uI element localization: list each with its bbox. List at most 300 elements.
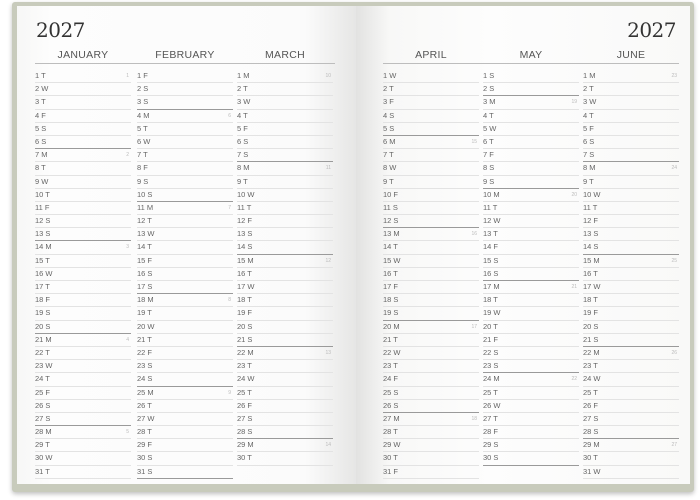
day-label: 1 T [35,71,46,80]
day-label: 9 T [237,176,248,186]
day-row[interactable] [583,228,679,241]
day-row[interactable] [35,162,131,175]
day-row[interactable] [35,110,131,123]
day-row[interactable] [483,360,579,373]
day-label: 3 F [383,97,394,107]
day-label: 1 M [583,71,596,80]
day-label: 19 S [35,308,51,318]
day-row[interactable] [35,307,131,320]
day-row[interactable] [383,255,479,268]
day-label: 16 W [35,268,53,278]
day-label: 18 T [237,295,252,305]
day-row[interactable] [137,176,233,189]
day-row[interactable] [237,452,333,465]
day-row[interactable] [483,162,579,175]
day-label: 11 S [383,202,398,212]
day-row[interactable] [583,452,679,465]
week-number: 19 [571,99,577,106]
day-row[interactable] [35,136,131,149]
day-row[interactable] [583,373,679,386]
day-row[interactable] [35,452,131,465]
month-name: JUNE [616,49,646,61]
day-row[interactable] [35,189,131,202]
day-row[interactable] [35,294,131,307]
day-label: 3 M [483,97,496,107]
day-row[interactable] [237,294,333,307]
day-row[interactable] [137,123,233,136]
day-label: 20 T [483,321,498,331]
week-number: 25 [671,257,677,264]
day-row[interactable] [583,413,679,426]
day-row[interactable] [383,466,479,479]
day-label: 13 S [583,229,599,239]
day-row[interactable] [137,347,233,360]
week-number: 24 [671,165,677,172]
day-row[interactable] [35,426,131,439]
day-row[interactable] [383,268,479,281]
day-row[interactable] [237,321,333,334]
day-row[interactable] [237,439,333,452]
year-heading: 2027 [36,18,85,42]
day-row[interactable] [583,400,679,413]
day-row[interactable] [483,110,579,123]
day-label: 6 T [483,136,494,146]
day-row[interactable] [237,215,333,228]
day-row[interactable] [137,110,233,123]
day-row[interactable] [237,347,333,360]
day-label: 1 S [483,71,495,80]
day-label: 29 T [35,440,50,450]
day-label: 1 M [237,71,250,80]
day-row[interactable] [483,228,579,241]
day-row[interactable] [137,360,233,373]
day-row[interactable] [137,136,233,149]
left-page [17,6,356,484]
day-row[interactable] [483,96,579,109]
day-row[interactable] [237,255,333,268]
day-row[interactable] [483,373,579,386]
week-number: 23 [671,73,677,79]
day-label: 6 S [583,136,595,146]
day-label: 21 S [583,334,599,344]
day-label: 4 M [137,110,150,120]
day-row[interactable] [137,215,233,228]
day-label: 14 T [137,242,152,252]
day-label: 14 M [35,242,52,252]
day-row[interactable] [137,70,233,83]
day-label: 4 F [35,110,46,120]
day-row[interactable] [137,439,233,452]
day-label: 31 T [35,466,50,476]
day-row[interactable] [137,400,233,413]
day-row[interactable] [237,123,333,136]
day-row[interactable] [583,241,679,254]
day-label: 19 S [383,308,399,318]
day-row[interactable] [35,321,131,334]
day-row[interactable] [483,347,579,360]
day-row[interactable] [237,373,333,386]
day-row[interactable] [483,439,579,452]
day-label: 10 W [237,189,255,199]
day-label: 30 S [137,453,153,463]
day-row[interactable] [383,176,479,189]
day-row[interactable] [35,70,131,83]
day-row[interactable] [583,189,679,202]
day-row[interactable] [483,307,579,320]
day-row[interactable] [583,268,679,281]
day-row[interactable] [483,452,579,465]
day-label: 20 S [583,321,599,331]
day-row[interactable] [383,123,479,136]
day-row[interactable] [137,202,233,215]
day-label: 18 M [137,295,154,305]
day-row[interactable] [237,176,333,189]
day-label: 13 W [137,229,155,239]
week-number: 20 [571,191,577,198]
day-label: 17 S [137,282,153,291]
month-column [383,49,479,479]
day-label: 23 T [237,361,252,371]
day-label: 12 F [583,216,599,226]
day-row[interactable] [483,268,579,281]
day-label: 20 S [35,321,51,331]
day-row[interactable] [583,387,679,400]
day-label: 11 T [483,202,498,212]
day-row[interactable] [383,70,479,83]
day-label: 16 S [483,268,499,278]
day-label: 11 T [583,202,598,212]
week-number: 13 [325,349,331,356]
week-number: 27 [671,442,677,449]
day-row[interactable] [583,110,679,123]
day-row[interactable] [137,96,233,109]
day-row[interactable] [237,426,333,439]
day-label: 22 W [383,347,401,357]
day-label: 5 S [383,123,395,133]
day-row[interactable] [35,268,131,281]
day-row[interactable] [383,400,479,413]
day-row[interactable] [237,162,333,175]
day-row[interactable] [35,360,131,373]
day-label: 26 S [383,400,399,410]
day-row[interactable] [35,281,131,294]
day-label: 15 M [583,255,600,265]
day-label: 15 M [237,255,254,265]
day-row[interactable] [237,149,333,162]
day-row[interactable] [383,387,479,400]
day-label: 2 W [35,84,49,94]
day-row[interactable] [483,123,579,136]
month-name: MARCH [265,49,305,61]
day-row[interactable] [137,452,233,465]
day-label: 27 W [137,413,155,423]
day-label: 13 S [237,229,253,239]
day-row[interactable] [383,307,479,320]
day-label: 9 S [483,176,495,186]
day-row[interactable] [137,426,233,439]
day-label: 6 S [237,136,249,146]
week-number: 12 [325,257,331,264]
day-row[interactable] [583,96,679,109]
day-row[interactable] [383,136,479,149]
day-row[interactable] [483,70,579,83]
day-label: 6 S [35,136,47,146]
day-row[interactable] [383,162,479,175]
day-row[interactable] [383,215,479,228]
day-label: 14 S [237,242,253,252]
day-row[interactable] [483,241,579,254]
day-row[interactable] [35,255,131,268]
day-label: 12 S [35,216,51,226]
day-label: 2 T [383,84,394,94]
day-row[interactable] [383,360,479,373]
month-column [483,49,579,466]
month-column [237,49,333,466]
day-row[interactable] [237,202,333,215]
day-row[interactable] [483,334,579,347]
day-label: 25 T [583,387,598,397]
day-row[interactable] [483,215,579,228]
day-row[interactable] [35,215,131,228]
day-row[interactable] [383,373,479,386]
day-row[interactable] [237,413,333,426]
day-row[interactable] [35,439,131,452]
day-row[interactable] [35,83,131,96]
day-row[interactable] [583,360,679,373]
day-row[interactable] [583,307,679,320]
day-row[interactable] [383,334,479,347]
day-row[interactable] [383,439,479,452]
day-row[interactable] [237,241,333,254]
day-row[interactable] [583,255,679,268]
day-label: 8 W [383,163,397,173]
day-label: 18 F [35,295,51,305]
day-row[interactable] [583,149,679,162]
day-label: 28 T [137,427,152,437]
day-row[interactable] [583,294,679,307]
day-row[interactable] [137,281,233,294]
day-label: 14 T [383,242,398,252]
day-row[interactable] [483,281,579,294]
day-label: 22 T [35,347,50,357]
day-label: 26 F [583,400,599,410]
day-row[interactable] [35,373,131,386]
day-row[interactable] [137,83,233,96]
day-row[interactable] [137,255,233,268]
day-row[interactable] [483,189,579,202]
day-row[interactable] [383,241,479,254]
day-row[interactable] [237,96,333,109]
day-row[interactable] [383,202,479,215]
day-row[interactable] [383,413,479,426]
day-label: 4 T [237,110,248,120]
day-row[interactable] [583,176,679,189]
day-row[interactable] [137,387,233,400]
day-label: 25 M [137,387,154,397]
day-row[interactable] [237,360,333,373]
day-label: 23 T [583,361,598,371]
day-row[interactable] [137,268,233,281]
day-label: 20 W [137,321,155,331]
day-row[interactable] [583,281,679,294]
day-label: 26 W [483,400,501,410]
day-row[interactable] [483,83,579,96]
day-row[interactable] [137,294,233,307]
day-row[interactable] [483,400,579,413]
day-row[interactable] [583,321,679,334]
day-row[interactable] [137,373,233,386]
day-label: 4 S [383,110,395,120]
day-row[interactable] [137,307,233,320]
day-row[interactable] [137,413,233,426]
day-row[interactable] [583,136,679,149]
day-label: 15 S [483,255,499,265]
day-row[interactable] [137,162,233,175]
day-label: 12 T [137,216,152,226]
week-number: 18 [471,415,477,422]
day-row[interactable] [383,426,479,439]
week-number: 17 [471,323,477,330]
day-row[interactable] [583,439,679,452]
day-row[interactable] [483,426,579,439]
day-label: 19 F [583,308,599,318]
day-row[interactable] [483,387,579,400]
day-row[interactable] [383,96,479,109]
day-label: 26 T [137,400,152,410]
day-row[interactable] [237,307,333,320]
day-label: 3 S [137,97,149,107]
week-number: 5 [126,429,129,436]
day-label: 31 F [383,466,399,476]
day-label: 23 S [137,361,153,371]
day-row[interactable] [237,334,333,347]
week-number: 4 [126,336,129,343]
day-label: 21 T [383,334,398,344]
day-label: 15 T [35,255,50,265]
day-row[interactable] [383,281,479,294]
day-row[interactable] [383,228,479,241]
day-row[interactable] [583,347,679,360]
day-row[interactable] [237,70,333,83]
day-row[interactable] [35,347,131,360]
day-label: 6 M [383,136,396,146]
day-label: 12 S [383,216,399,226]
day-row[interactable] [35,228,131,241]
day-label: 12 W [483,216,501,226]
day-row[interactable] [383,189,479,202]
day-row[interactable] [583,83,679,96]
day-row[interactable] [483,202,579,215]
day-row[interactable] [483,176,579,189]
day-row[interactable] [35,400,131,413]
day-label: 4 T [483,110,494,120]
day-label: 30 T [383,453,398,463]
day-row[interactable] [237,228,333,241]
day-row[interactable] [383,294,479,307]
month-name: FEBRUARY [155,49,215,61]
day-label: 13 S [35,229,51,239]
day-row[interactable] [583,215,679,228]
day-row[interactable] [237,400,333,413]
day-row[interactable] [35,413,131,426]
day-row[interactable] [237,110,333,123]
day-row[interactable] [35,96,131,109]
day-row[interactable] [383,149,479,162]
day-row[interactable] [35,241,131,254]
day-row[interactable] [137,149,233,162]
day-label: 3 W [237,97,251,107]
day-row[interactable] [583,162,679,175]
day-row[interactable] [483,255,579,268]
day-label: 18 T [483,295,498,305]
day-row[interactable] [137,321,233,334]
day-row[interactable] [137,334,233,347]
week-number: 21 [571,284,577,290]
day-row[interactable] [583,202,679,215]
day-row[interactable] [483,149,579,162]
day-label: 24 M [483,374,500,384]
day-row[interactable] [383,452,479,465]
day-row[interactable] [35,176,131,189]
day-row[interactable] [583,426,679,439]
day-label: 26 S [35,400,51,410]
day-row[interactable] [383,83,479,96]
day-label: 23 W [35,361,53,371]
day-row[interactable] [237,387,333,400]
day-row[interactable] [35,202,131,215]
day-label: 9 T [383,176,394,186]
day-row[interactable] [483,294,579,307]
day-row[interactable] [137,189,233,202]
day-label: 7 T [383,150,394,160]
day-row[interactable] [237,189,333,202]
day-row[interactable] [137,228,233,241]
day-row[interactable] [35,334,131,347]
day-row[interactable] [483,136,579,149]
day-row[interactable] [483,413,579,426]
day-row[interactable] [383,347,479,360]
week-number: 22 [571,376,577,383]
day-row[interactable] [35,149,131,162]
day-row[interactable] [237,281,333,294]
day-label: 7 S [583,150,595,160]
day-row[interactable] [383,110,479,123]
day-label: 30 T [237,453,252,463]
day-row[interactable] [35,123,131,136]
day-label: 3 T [35,97,46,107]
day-row[interactable] [237,136,333,149]
day-row[interactable] [137,241,233,254]
day-label: 2 T [583,84,594,94]
day-label: 11 M [137,202,154,212]
day-row[interactable] [35,387,131,400]
day-row[interactable] [35,466,131,479]
day-row[interactable] [483,321,579,334]
day-row[interactable] [383,321,479,334]
day-row[interactable] [583,70,679,83]
day-row[interactable] [237,83,333,96]
day-row[interactable] [583,334,679,347]
day-label: 8 M [583,163,596,173]
day-label: 19 T [137,308,152,318]
day-row[interactable] [583,466,679,479]
day-row[interactable] [137,466,233,479]
day-label: 10 S [137,189,153,199]
day-label: 30 W [35,453,53,463]
day-row[interactable] [583,123,679,136]
day-label: 22 M [237,347,254,357]
day-row[interactable] [237,268,333,281]
